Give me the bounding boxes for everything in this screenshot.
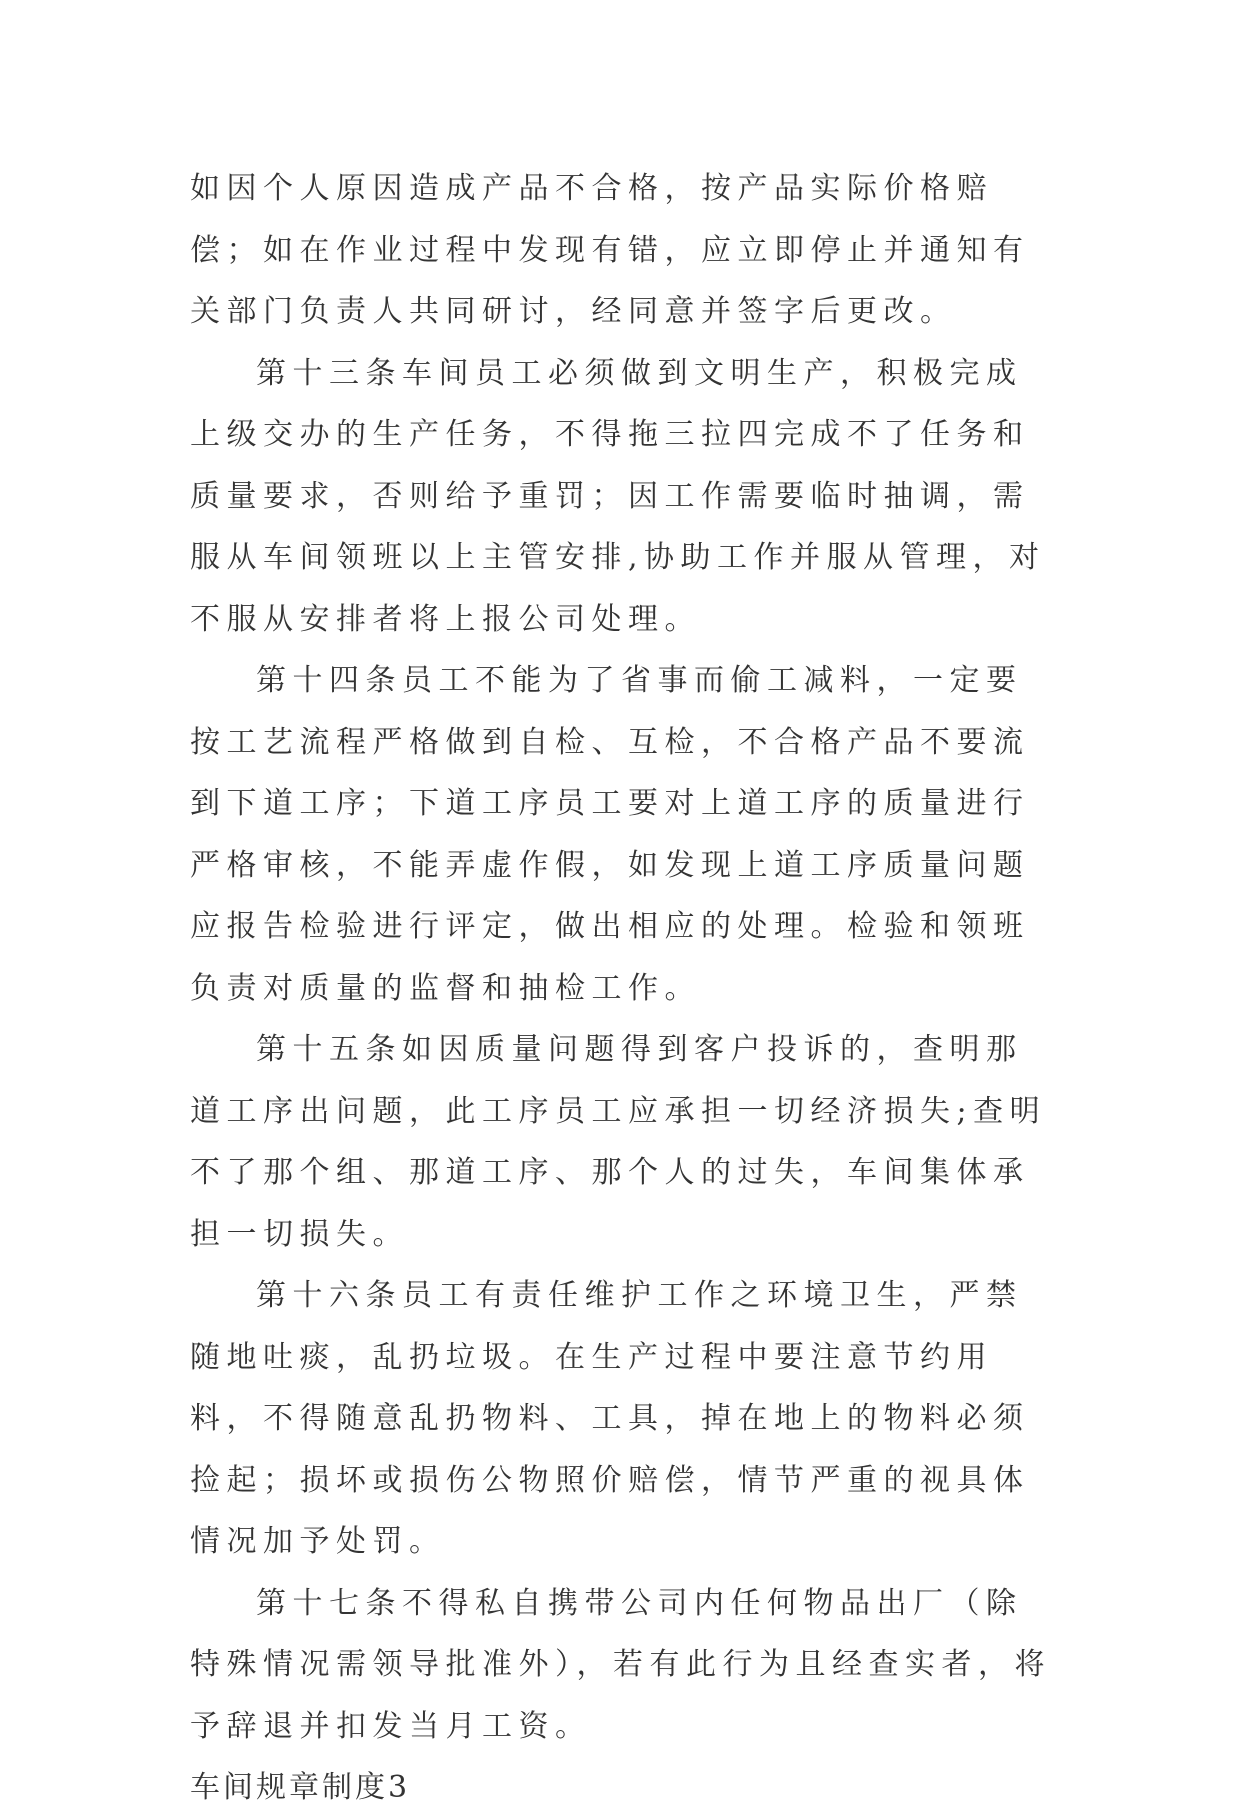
paragraph-article-16: 第十六条员工有责任维护工作之环境卫生，严禁随地吐痰，乱扔垃圾。在生产过程中要注意节约用料，不得随意乱扔物料、工具，掉在地上的物料必须捡起；损坏或损伤公物照价赔偿，情节严重的视具体情况加予处罚。 [190,1278,1030,1559]
document-body [190,158,1056,1819]
paragraph-article-13: 第十三条车间员工必须做到文明生产，积极完成上级交办的生产任务，不得拖三拉四完成不了任务和质量要求，否则给予重罚；因工作需要临时抽调，需服从车间领班以上主管安排,协助工作并服从管理，对不服从安排者将上报公司处理。 [190,355,1046,637]
paragraph-article-14: 第十四条员工不能为了省事而偷工减料，一定要按工艺流程严格做到自检、互检，不合格产品不要流到下道工序；下道工序员工要对上道工序的质量进行严格审核，不能弄虚作假，如发现上道工序质量问题应报告检验进行评定，做出相应的处理。检验和领班负责对质量的监督和抽检工作。 [190,663,1030,1006]
paragraph-article-17: 第十七条不得私自携带公司内任何物品出厂（除特殊情况需领导批准外），若有此行为且经查实者，将予辞退并扣发当月工资。 [190,1585,1051,1744]
paragraph-article-15: 第十五条如因质量问题得到客户投诉的，查明那道工序出问题，此工序员工应承担一切经济损失;查明不了那个组、那道工序、那个人的过失，车间集体承担一切损失。 [190,1032,1047,1252]
section-heading: 车间规章制度3 [190,1770,411,1805]
paragraph-continuation: 如因个人原因造成产品不合格，按产品实际价格赔偿；如在作业过程中发现有错，应立即停止并通知有关部门负责人共同研讨，经同意并签字后更改。 [190,171,1030,329]
